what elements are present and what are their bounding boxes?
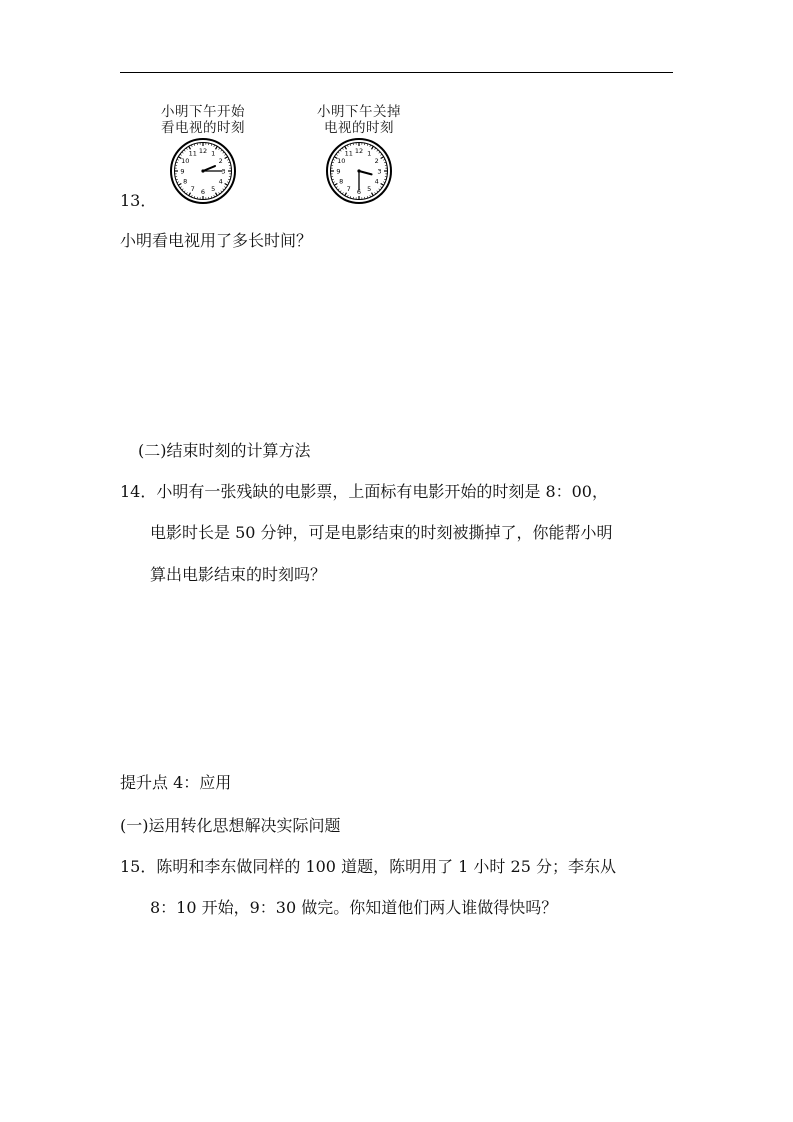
section-2-title: (二)结束时刻的计算方法 (138, 441, 311, 460)
clock-tick (377, 150, 378, 151)
clock-numeral: 5 (211, 185, 216, 194)
clock-tick (223, 189, 224, 190)
clock-tick (189, 193, 191, 196)
clock-numeral: 9 (180, 167, 185, 176)
question-14-line3: 算出电影结束的时刻吗？ (150, 565, 327, 584)
clock-numeral: 1 (211, 149, 216, 158)
clock-numeral: 10 (181, 157, 190, 166)
clock-numeral: 11 (188, 149, 197, 158)
clock-tick (191, 195, 192, 197)
clock-tick (216, 146, 218, 149)
clock-tick (375, 192, 376, 194)
clock-numeral: 9 (336, 167, 341, 176)
clock-numeral: 11 (344, 149, 353, 158)
clock-numeral: 1 (367, 149, 372, 158)
clock-tick (186, 192, 187, 194)
header-rule (120, 72, 673, 73)
clock-tick (184, 191, 185, 192)
clock-tick (180, 187, 182, 188)
question-15-line1: 15．陈明和李东做同样的 100 道题，陈明用了 1 小时 25 分；李东从 (120, 857, 616, 876)
clock-tick (375, 148, 376, 150)
hour-hand (359, 171, 372, 174)
clock-figure-start (148, 104, 258, 205)
clock-center (357, 169, 360, 172)
question-14-line2: 电影时长是 50 分钟，可是电影结束的时刻被撕掉了，你能帮小明 (150, 523, 613, 542)
clock-tick (186, 148, 187, 150)
clock-end-caption-line2: 电视的时刻 (324, 120, 394, 136)
clock-tick (380, 154, 382, 155)
clock-tick (225, 157, 228, 159)
clock-numeral: 3 (377, 167, 382, 176)
clock-numeral: 8 (183, 177, 188, 186)
clock-center (201, 169, 204, 172)
clock-tick (216, 193, 218, 196)
clock-tick (379, 152, 380, 153)
clock-start-caption-line2: 看电视的时刻 (161, 120, 245, 136)
clock-end-caption-line1: 小明下午关掉 (317, 104, 401, 120)
clock-tick (191, 145, 192, 147)
clock-tick (334, 184, 337, 186)
question-13-text: 小明看电视用了多长时间？ (120, 231, 313, 250)
clock-tick (381, 184, 384, 186)
clock-numeral: 3 (221, 167, 226, 176)
clock-numeral: 7 (346, 185, 351, 194)
clock-tick (333, 159, 335, 160)
question-15-line2: 8：10 开始，9：30 做完。你知道他们两人谁做得快吗？ (150, 898, 558, 917)
clock-tick (223, 152, 224, 153)
hour-hand (203, 166, 215, 171)
clock-tick (370, 195, 371, 197)
clock-numeral: 6 (356, 187, 362, 196)
clock-tick (336, 154, 338, 155)
clock-tick (221, 191, 222, 192)
clock-tick (333, 182, 335, 183)
clock-tick (338, 152, 339, 153)
clock-tick (380, 187, 382, 188)
clock-tick (381, 157, 384, 159)
clock-tick (177, 159, 179, 160)
clock-tick (225, 184, 228, 186)
clock-numeral: 4 (218, 177, 223, 186)
clock-tick (345, 193, 347, 196)
clock-start-caption-line1: 小明下午开始 (161, 104, 245, 120)
clock-tick (347, 145, 348, 147)
clock-numeral: 7 (190, 185, 195, 194)
clock-numeral: 12 (198, 146, 208, 155)
clock-numeral: 4 (374, 177, 379, 186)
clock-tick (372, 146, 374, 149)
clock-tick (182, 189, 183, 190)
clock-tick (342, 148, 343, 150)
clock-tick (178, 184, 181, 186)
clock-tick (177, 182, 179, 183)
clock-start-face (169, 137, 237, 205)
clock-tick (219, 192, 220, 194)
clock-tick (340, 150, 341, 151)
clock-tick (338, 189, 339, 190)
clock-numeral: 12 (354, 146, 364, 155)
clock-tick (347, 195, 348, 197)
clock-end-face (325, 137, 393, 205)
clock-numeral: 2 (218, 157, 223, 166)
clock-tick (340, 191, 341, 192)
point-4-title: 提升点 4：应用 (120, 773, 232, 792)
clock-numeral: 5 (367, 185, 372, 194)
clock-tick (227, 159, 229, 160)
clock-tick (221, 150, 222, 151)
clock-numeral: 6 (200, 187, 206, 196)
question-13-number: 13． (120, 191, 157, 210)
clock-figure-end (304, 104, 414, 205)
clock-tick (372, 193, 374, 196)
clock-tick (383, 182, 385, 183)
clock-numeral: 8 (339, 177, 344, 186)
clock-tick (219, 148, 220, 150)
clock-tick (227, 182, 229, 183)
clock-tick (184, 150, 185, 151)
clock-tick (224, 154, 226, 155)
clock-numeral: 10 (337, 157, 346, 166)
clock-tick (383, 159, 385, 160)
clock-tick (377, 191, 378, 192)
clock-tick (379, 189, 380, 190)
clock-tick (336, 187, 338, 188)
section-1-title: (一)运用转化思想解决实际问题 (120, 816, 341, 835)
question-14-line1: 14．小明有一张残缺的电影票，上面标有电影开始的时刻是 8：00， (120, 482, 608, 501)
clock-tick (342, 192, 343, 194)
clock-tick (214, 195, 215, 197)
clock-tick (180, 154, 182, 155)
clock-tick (370, 145, 371, 147)
clock-tick (214, 145, 215, 147)
clock-tick (182, 152, 183, 153)
clock-tick (224, 187, 226, 188)
clock-numeral: 2 (374, 157, 379, 166)
